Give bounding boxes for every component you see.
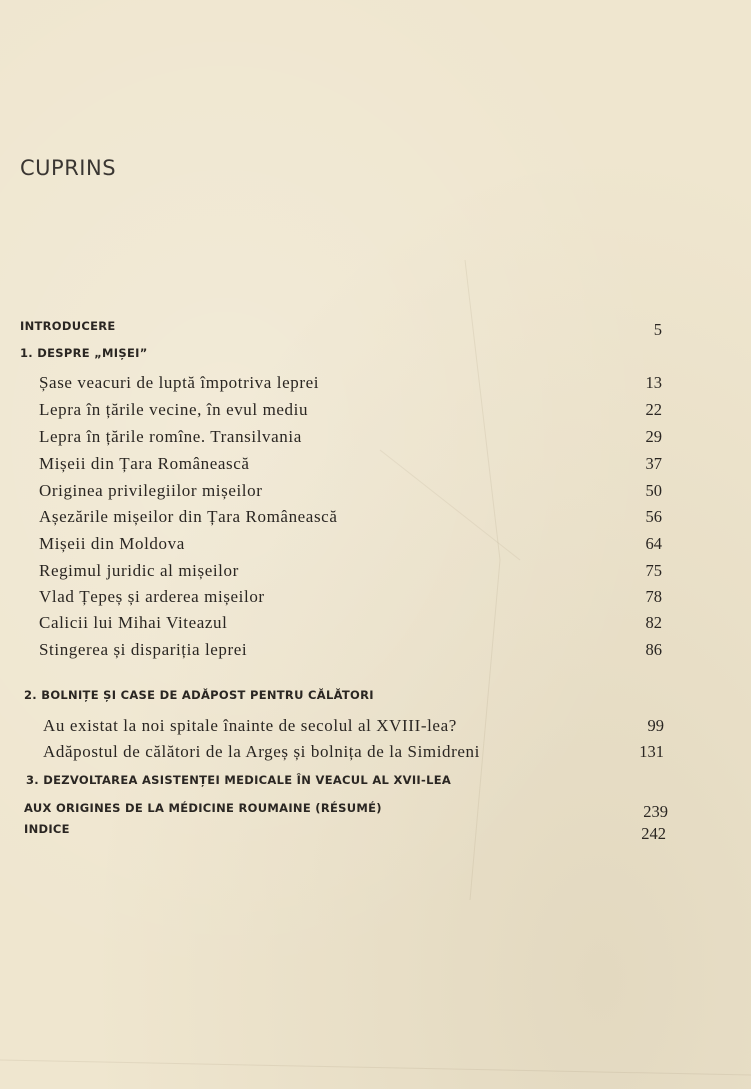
entry-label: Lepra în țările romîne. Transilvania	[39, 427, 302, 446]
entry-page: 75	[645, 561, 662, 580]
toc-entry	[0, 640, 751, 664]
entry-label: INDICE	[24, 822, 70, 836]
toc-section-2	[0, 688, 751, 712]
section-label: 3. DEZVOLTAREA ASISTENȚEI MEDICALE ÎN VEACUL AL XVII-LEA	[26, 773, 452, 787]
entry-page: 82	[645, 613, 662, 632]
entry-label: Lepra în țările vecine, în evul mediu	[39, 400, 309, 419]
entry-label: INTRODUCERE	[20, 319, 116, 333]
section-label: 1. DESPRE „MIȘEI”	[20, 346, 148, 360]
entry-page: 50	[645, 481, 662, 500]
entry-page: 242	[641, 824, 666, 843]
entry-label: Au existat la noi spitale înainte de secolul al XVIII-lea?	[43, 716, 457, 735]
toc-entry	[0, 400, 751, 424]
toc-entry	[0, 507, 751, 531]
entry-page: 78	[645, 587, 662, 606]
toc-entry	[0, 561, 751, 585]
toc-entry	[0, 742, 751, 766]
entry-label: Regimul juridic al mișeilor	[39, 561, 239, 580]
entry-label: Stingerea și dispariția leprei	[39, 640, 248, 659]
section-label: 2. BOLNIȚE ȘI CASE DE ADĂPOST PENTRU CĂLĂTORI	[24, 688, 374, 702]
entry-page: 56	[645, 507, 662, 526]
entry-page: 86	[645, 640, 662, 659]
toc-entry	[0, 716, 751, 740]
toc-entry-indice	[0, 822, 751, 846]
toc-entry	[0, 454, 751, 478]
entry-page: 37	[645, 454, 662, 473]
entry-page: 99	[647, 716, 664, 735]
entry-label: Mișeii din Moldova	[39, 534, 185, 553]
toc-entry	[0, 427, 751, 451]
toc-section-1	[0, 346, 751, 370]
toc-entry	[0, 613, 751, 637]
entry-page: 22	[645, 400, 662, 419]
toc-entry	[0, 587, 751, 611]
entry-label: Șase veacuri de luptă împotriva leprei	[39, 373, 320, 392]
entry-page: 131	[639, 742, 664, 761]
entry-page: 29	[645, 427, 662, 446]
entry-label: Calicii lui Mihai Viteazul	[39, 613, 228, 632]
entry-label: Originea privilegiilor mișeilor	[39, 481, 263, 500]
page-title: CUPRINS	[20, 156, 117, 180]
entry-page: 5	[653, 320, 662, 339]
entry-label: Adăpostul de călători de la Argeș și bolnița de la Simidreni	[43, 742, 480, 761]
toc-entry	[0, 481, 751, 505]
entry-page: 13	[645, 373, 662, 392]
entry-label: Vlad Țepeș și arderea mișeilor	[39, 587, 265, 606]
toc-entry-introducere	[0, 319, 751, 343]
toc-section-3	[0, 773, 751, 797]
entry-label: AUX ORIGINES DE LA MÉDICINE ROUMAINE (RÉSUMÉ)	[24, 801, 382, 815]
toc-entry	[0, 373, 751, 397]
entry-page: 64	[645, 534, 662, 553]
toc-entry	[0, 534, 751, 558]
entry-label: Mișeii din Țara Românească	[39, 454, 250, 473]
entry-page: 239	[643, 802, 668, 821]
entry-label: Așezările mișeilor din Țara Românească	[39, 507, 338, 526]
